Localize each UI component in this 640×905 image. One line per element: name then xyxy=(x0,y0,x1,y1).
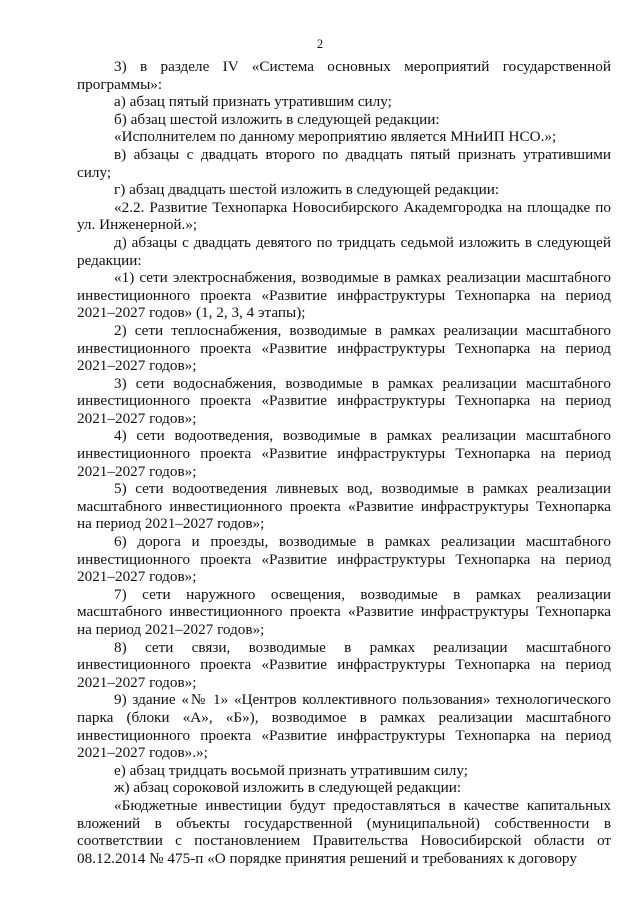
paragraph: «2.2. Развитие Технопарка Новосибирского Академгородка на площадке по ул. Инженерной.»; xyxy=(77,198,611,234)
paragraph: 9) здание «№ 1» «Центров коллективного пользования» технологического парка (блоки «А», «Б»), возводимое в рамках реализации масштабного инвестиционного проекта «Развитие инфраструктуры Технопарка на период 2021–2027 годов».»; xyxy=(77,691,611,762)
paragraph: в) абзацы с двадцать второго по двадцать пятый признать утратившими силу; xyxy=(77,145,611,181)
paragraph: 3) сети водоснабжения, возводимые в рамках реализации масштабного инвестиционного проекта «Развитие инфраструктуры Технопарка на период 2021–2027 годов»; xyxy=(77,374,611,427)
paragraph: д) абзацы с двадцать девятого по тридцать седьмой изложить в следующей редакции: xyxy=(77,233,611,269)
paragraph: 6) дорога и проезды, возводимые в рамках реализации масштабного инвестиционного проекта «Развитие инфраструктуры Технопарка на период 2021–2027 годов»; xyxy=(77,533,611,586)
paragraph: 7) сети наружного освещения, возводимые в рамках реализации масштабного инвестиционного проекта «Развитие инфраструктуры Технопарка на период 2021–2027 годов»; xyxy=(77,585,611,638)
paragraph: «Бюджетные инвестиции будут предоставляться в качестве капитальных вложений в объекты государственной (муниципальной) собственности в соответствии с постановлением Правительства Новосибирской области от 08.12.2014 № 475-п «О порядке принятия решений и требованиях к договору xyxy=(77,796,611,867)
paragraph: б) абзац шестой изложить в следующей редакции: xyxy=(114,110,440,128)
paragraph: 3) в разделе IV «Система основных мероприятий государственной программы»: xyxy=(77,58,611,93)
paragraph: «1) сети электроснабжения, возводимые в рамках реализации масштабного инвестиционного проекта «Развитие инфраструктуры Технопарка на период 2021–2027 годов» (1, 2, 3, 4 этапы); xyxy=(77,269,611,322)
paragraph: е) абзац тридцать восьмой признать утратившим силу; xyxy=(114,761,468,779)
paragraph: а) абзац пятый признать утратившим силу; xyxy=(114,93,392,111)
paragraph: 2) сети теплоснабжения, возводимые в рамках реализации масштабного инвестиционного проекта «Развитие инфраструктуры Технопарка на период 2021–2027 годов»; xyxy=(77,321,611,375)
page-number: 2 xyxy=(316,37,324,51)
document-body xyxy=(77,58,611,867)
paragraph: г) абзац двадцать шестой изложить в следующей редакции: xyxy=(114,181,500,199)
paragraph: 8) сети связи, возводимые в рамках реализации масштабного инвестиционного проекта «Развитие инфраструктуры Технопарка на период 2021–2027 годов»; xyxy=(77,638,611,691)
paragraph: «Исполнителем по данному мероприятию является МНиИП НСО.»; xyxy=(114,128,557,146)
paragraph: 4) сети водоотведения, возводимые в рамках реализации масштабного инвестиционного проекта «Развитие инфраструктуры Технопарка на период 2021–2027 годов»; xyxy=(77,427,611,480)
paragraph: ж) абзац сороковой изложить в следующей редакции: xyxy=(114,779,462,797)
paragraph: 5) сети водоотведения ливневых вод, возводимые в рамках реализации масштабного инвестиционного проекта «Развитие инфраструктуры Технопарка на период 2021–2027 годов»; xyxy=(77,480,611,533)
